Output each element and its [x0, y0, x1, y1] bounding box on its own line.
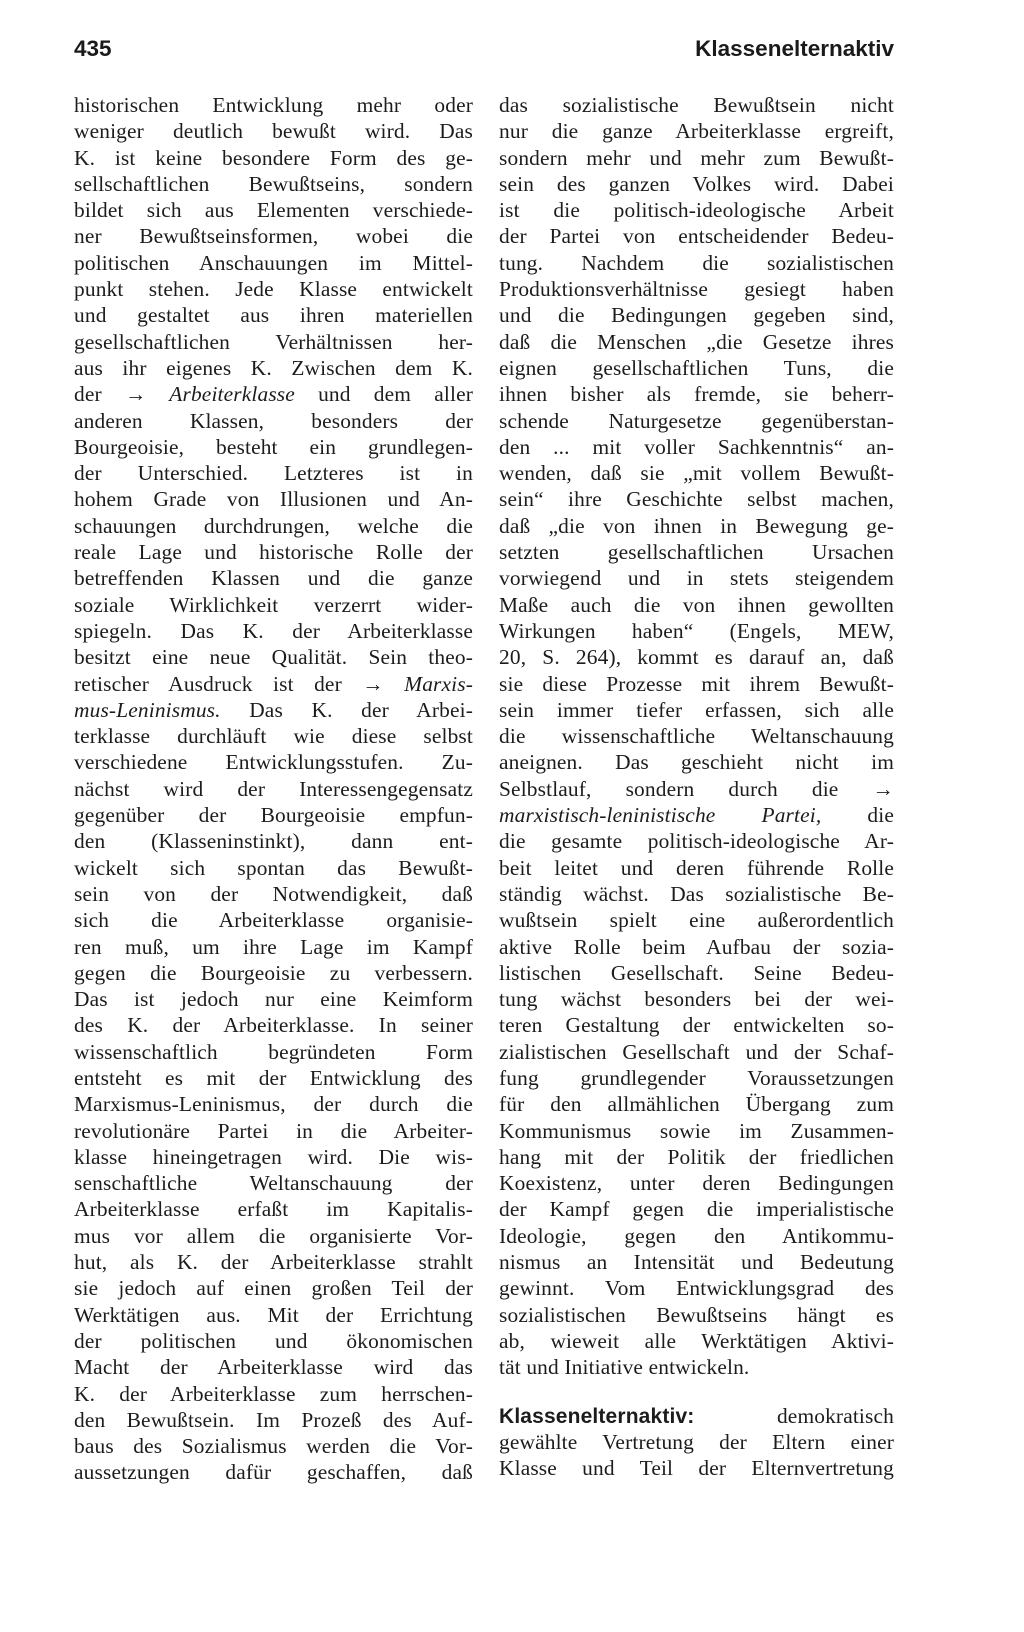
text-line: eignen gesellschaftlichen Tuns, die	[499, 355, 894, 380]
text-line: senschaftliche Weltanschauung der	[74, 1171, 473, 1196]
text-line: sein“ ihre Geschichte selbst machen,	[499, 487, 894, 512]
right-column	[499, 92, 894, 1481]
text-line: den (Klasseninstinkt), dann ent-	[74, 829, 473, 854]
text-line: schauungen durchdrungen, welche die	[74, 513, 473, 538]
text-line: wenden, daß sie „mit vollem Bewußt-	[499, 461, 894, 486]
text-line: 20, S. 264), kommt es darauf an, daß	[499, 645, 894, 670]
text-line: den ... mit voller Sachkenntnis“ an-	[499, 434, 894, 459]
text-line: retischer Ausdruck ist der → Marxis-	[74, 671, 473, 696]
text-line: beit leitet und deren führende Rolle	[499, 855, 894, 880]
text-line: wußtsein spielt eine außerordentlich	[499, 908, 894, 933]
text-line: Produktionsverhältnisse gesiegt haben	[499, 277, 894, 302]
text-line: Macht der Arbeiterklasse wird das	[74, 1355, 473, 1380]
text-line: listischen Gesellschaft. Seine Bedeu-	[499, 960, 894, 985]
text-line: gegenüber der Bourgeoisie empfun-	[74, 803, 473, 828]
cross-reference: → Arbeiterklasse	[124, 382, 295, 407]
text-line: soziale Wirklichkeit verzerrt wider-	[74, 592, 473, 617]
text-line: der → Arbeiterklasse und dem aller	[74, 382, 473, 407]
text-line: Selbstlauf, sondern durch die →	[499, 776, 894, 801]
text-line: verschiedene Entwicklungsstufen. Zu-	[74, 750, 473, 775]
text-line: der Kampf gegen die imperialistische	[499, 1197, 894, 1222]
text-line: ständig wächst. Das sozialistische Be-	[499, 881, 894, 906]
text-line: Bourgeoisie, besteht ein grundlegen-	[74, 434, 473, 459]
text-line: bildet sich aus Elementen verschiede-	[74, 198, 473, 223]
text-line: sondern mehr und mehr zum Bewußt-	[499, 145, 894, 170]
text-line: terklasse durchläuft wie diese selbst	[74, 724, 473, 749]
text-line: wickelt sich spontan das Bewußt-	[74, 855, 473, 880]
text-line: ist die politisch-ideologische Arbeit	[499, 198, 894, 223]
text-line: und die Bedingungen gegeben sind,	[499, 303, 894, 328]
text-line: nismus an Intensität und Bedeutung	[499, 1250, 894, 1275]
text-line: ihnen bisher als fremde, sie beherr-	[499, 382, 894, 407]
text-line: der Partei von entscheidender Bedeu-	[499, 224, 894, 249]
text-line: aussetzungen dafür geschaffen, daß	[74, 1460, 473, 1485]
text-line: fung grundlegender Voraussetzungen	[499, 1065, 894, 1090]
text-line: des K. der Arbeiterklasse. In seiner	[74, 1013, 473, 1038]
text-line: hohem Grade von Illusionen und An-	[74, 487, 473, 512]
text-line: vorwiegend und in stets steigendem	[499, 566, 894, 591]
text-line: Klassenelternaktiv: demokratisch	[499, 1403, 894, 1428]
text-line: K. ist keine besondere Form des ge-	[74, 145, 473, 170]
text-line: teren Gestaltung der entwickelten so-	[499, 1013, 894, 1038]
text-line: Werktätigen aus. Mit der Errichtung	[74, 1302, 473, 1327]
text-line: ner Bewußtseinsformen, wobei die	[74, 224, 473, 249]
text-line: daß die Menschen „die Gesetze ihres	[499, 329, 894, 354]
text-line: das sozialistische Bewußtsein nicht	[499, 93, 894, 117]
text-line: sein immer tiefer erfassen, sich alle	[499, 697, 894, 722]
text-line: sellschaftlichen Bewußtseins, sondern	[74, 171, 473, 196]
cross-reference: marxistisch-leninistische Partei,	[499, 803, 822, 828]
text-line: klasse hineingetragen wird. Die wis-	[74, 1144, 473, 1169]
page-number: 435	[74, 36, 112, 61]
text-line: für den allmählichen Übergang zum	[499, 1092, 894, 1117]
text-line: Maße auch die von ihnen gewollten	[499, 592, 894, 617]
text-line: sie jedoch auf einen großen Teil der	[74, 1276, 473, 1301]
text-line: Koexistenz, unter deren Bedingungen	[499, 1171, 894, 1196]
text-line: mus vor allem die organisierte Vor-	[74, 1223, 473, 1248]
text-line: baus des Sozialismus werden die Vor-	[74, 1434, 473, 1459]
text-line: weniger deutlich bewußt wird. Das	[74, 119, 473, 144]
text-line: historischen Entwicklung mehr oder	[74, 93, 473, 117]
text-line: Marxismus-Leninismus, der durch die	[74, 1092, 473, 1117]
text-line: revolutionäre Partei in die Arbeiter-	[74, 1118, 473, 1143]
text-line: mus-Leninismus. Das K. der Arbei-	[74, 697, 473, 722]
text-line: den Bewußtsein. Im Prozeß des Auf-	[74, 1407, 473, 1432]
text-line: Wirkungen haben“ (Engels, MEW,	[499, 618, 894, 643]
text-line: sich die Arbeiterklasse organisie-	[74, 908, 473, 933]
text-line: K. der Arbeiterklasse zum herrschen-	[74, 1381, 473, 1406]
text-line: aus ihr eigenes K. Zwischen dem K.	[74, 355, 473, 380]
text-line: tung. Nachdem die sozialistischen	[499, 250, 894, 275]
text-line: hang mit der Politik der friedlichen	[499, 1144, 894, 1169]
text-line: ren muß, um ihre Lage im Kampf	[74, 934, 473, 959]
text-line: Arbeiterklasse erfaßt im Kapitalis-	[74, 1197, 473, 1222]
text-line: gewinnt. Vom Entwicklungsgrad des	[499, 1276, 894, 1301]
running-head: Klassenelternaktiv	[695, 36, 894, 61]
entry-lemma: Klassenelternaktiv:	[499, 1404, 695, 1428]
text-line: gewählte Vertretung der Eltern einer	[499, 1429, 894, 1454]
text-line: Kommunismus sowie im Zusammen-	[499, 1118, 894, 1143]
text-line: besitzt eine neue Qualität. Sein theo-	[74, 645, 473, 670]
text-line: reale Lage und historische Rolle der	[74, 540, 473, 565]
text-line: punkt stehen. Jede Klasse entwickelt	[74, 277, 473, 302]
text-line: sozialistischen Bewußtseins hängt es	[499, 1302, 894, 1327]
text-line: die gesamte politisch-ideologische Ar-	[499, 829, 894, 854]
text-line: daß „die von ihnen in Bewegung ge-	[499, 513, 894, 538]
text-line: zialistischen Gesellschaft und der Schaf-	[499, 1039, 894, 1064]
left-column	[74, 92, 473, 1486]
text-line: sein von der Notwendigkeit, daß	[74, 881, 473, 906]
cross-reference: → Marxis-	[362, 671, 473, 696]
text-line: sein des ganzen Volkes wird. Dabei	[499, 171, 894, 196]
text-line: gesellschaftlichen Verhältnissen her-	[74, 329, 473, 354]
text-line: anderen Klassen, besonders der	[74, 408, 473, 433]
text-line: ab, wieweit alle Werktätigen Aktivi-	[499, 1328, 894, 1353]
text-line: schende Naturgesetze gegenüberstan-	[499, 408, 894, 433]
text-line: Klasse und Teil der Elternvertretung	[499, 1456, 894, 1481]
text-line: aktive Rolle beim Aufbau der sozia-	[499, 934, 894, 959]
text-line: gegen die Bourgeoisie zu verbessern.	[74, 960, 473, 985]
cross-reference: mus-Leninismus.	[74, 697, 221, 722]
text-line: entsteht es mit der Entwicklung des	[74, 1065, 473, 1090]
text-line: nächst wird der Interessengegensatz	[74, 776, 473, 801]
text-line: wissenschaftlich begründeten Form	[74, 1039, 473, 1064]
text-line: Das ist jedoch nur eine Keimform	[74, 987, 473, 1012]
text-line: und gestaltet aus ihren materiellen	[74, 303, 473, 328]
text-line: setzten gesellschaftlichen Ursachen	[499, 540, 894, 565]
text-line: tät und Initiative entwickeln.	[499, 1355, 750, 1380]
text-line: hut, als K. der Arbeiterklasse strahlt	[74, 1250, 473, 1275]
text-line: spiegeln. Das K. der Arbeiterklasse	[74, 618, 473, 643]
text-line: aneignen. Das geschieht nicht im	[499, 750, 894, 775]
text-line: politischen Anschauungen im Mittel-	[74, 250, 473, 275]
text-line: betreffenden Klassen und die ganze	[74, 566, 473, 591]
text-line: nur die ganze Arbeiterklasse ergreift,	[499, 119, 894, 144]
text-line: sie diese Prozesse mit ihrem Bewußt-	[499, 671, 894, 696]
page-header	[74, 36, 894, 72]
text-line: tung wächst besonders bei der wei-	[499, 987, 894, 1012]
text-line: die wissenschaftliche Weltanschauung	[499, 724, 894, 749]
entry-gap	[499, 1381, 894, 1403]
text-line: der Unterschied. Letzteres ist in	[74, 461, 473, 486]
text-line: Ideologie, gegen den Antikommu-	[499, 1223, 894, 1248]
text-line: der politischen und ökonomischen	[74, 1328, 473, 1353]
text-line: marxistisch-leninistische Partei, die	[499, 803, 894, 828]
